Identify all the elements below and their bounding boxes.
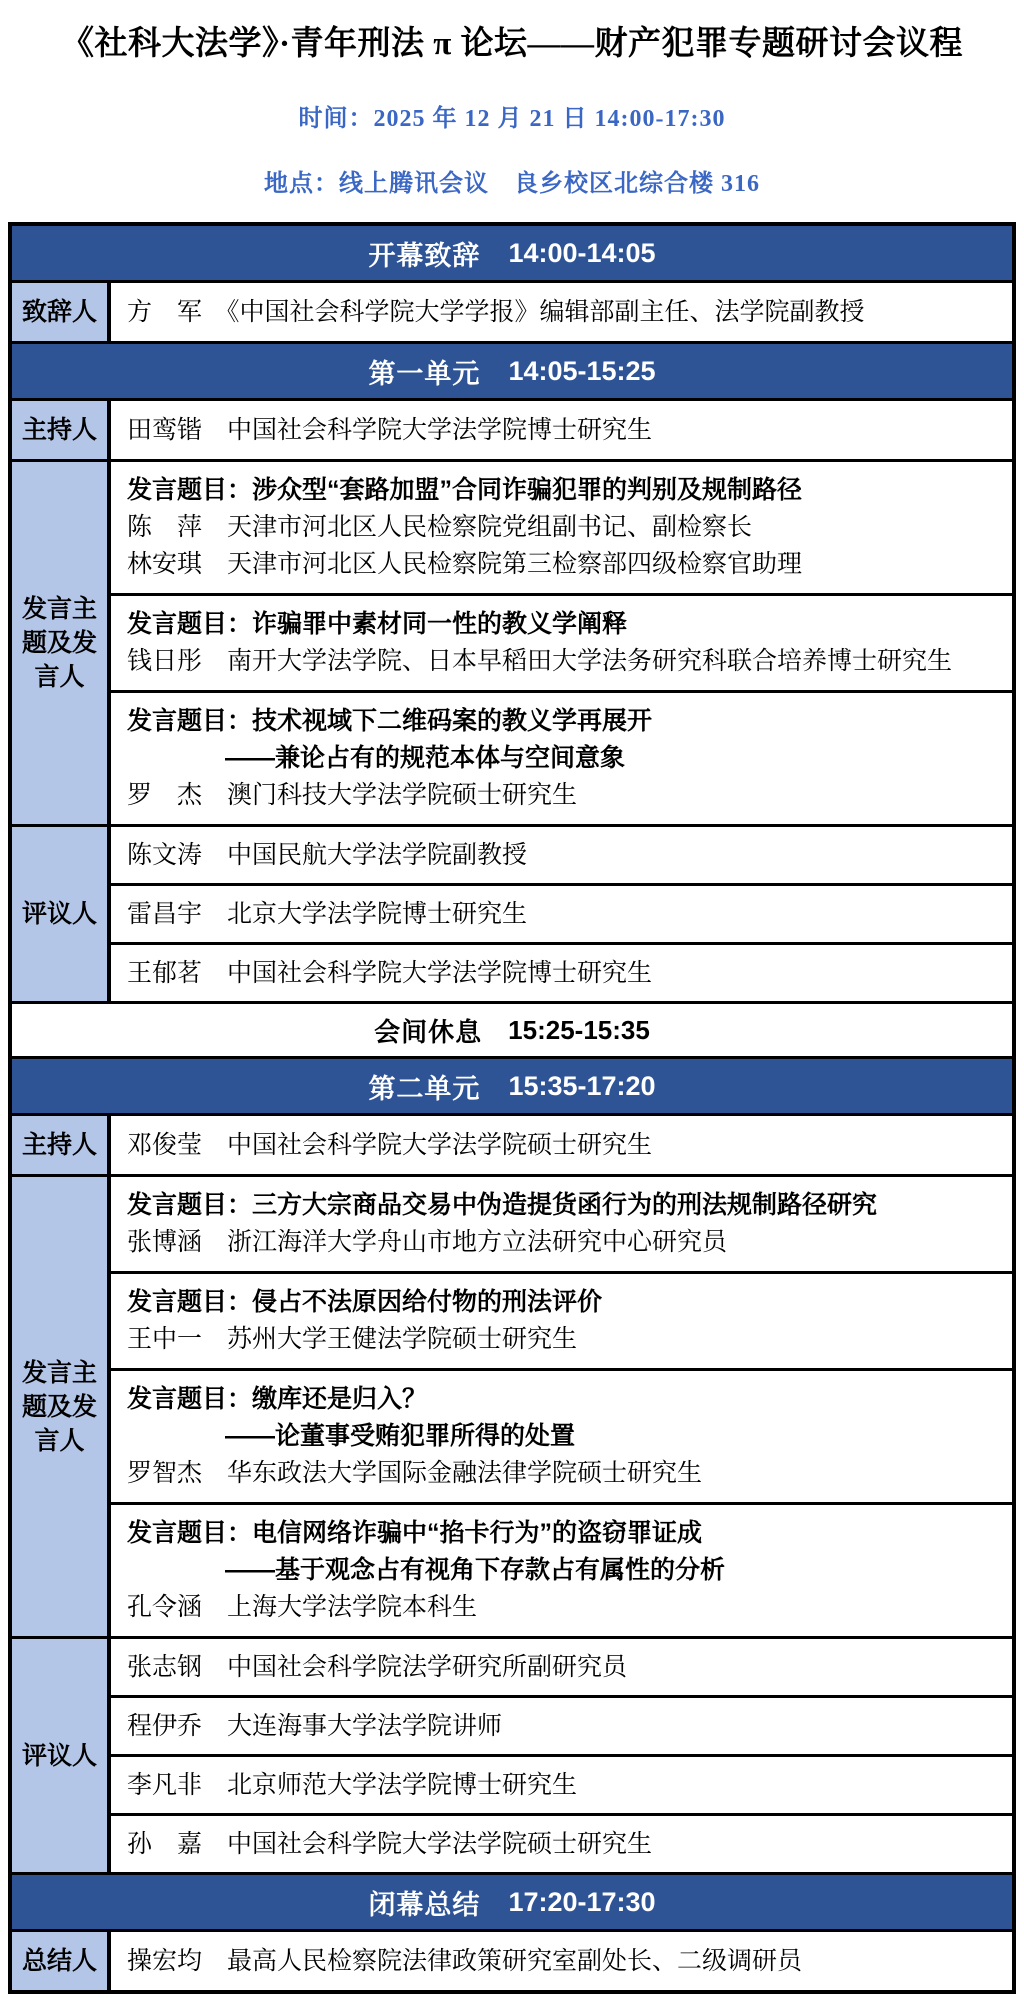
talk-speaker: 张博涵 浙江海洋大学舟山市地方立法研究中心研究员: [127, 1229, 728, 1256]
row-unit1-host: [12, 401, 1012, 462]
talk-item: [111, 462, 1012, 596]
row-label-reviewers: 评议人: [12, 827, 111, 1001]
talk-title: 发言题目：技术视域下二维码案的教义学再展开: [127, 707, 653, 735]
talk-title: 发言题目：涉众型“套路加盟”合同诈骗犯罪的判别及规制路径: [127, 476, 803, 504]
event-time: 时间：2025 年 12 月 21 日 14:00-17:30: [298, 106, 726, 132]
talk-title: 发言题目：诈骗罪中素材同一性的教义学阐释: [127, 610, 628, 638]
reviewer-item: [111, 1757, 1012, 1816]
talks-list: [111, 1177, 1012, 1636]
talk-speaker: 林安琪 天津市河北区人民检察院第三检察部四级检察官助理: [127, 551, 803, 578]
reviewers-list: [111, 827, 1012, 1001]
reviewer-item: [111, 827, 1012, 886]
row-unit1-talks: [12, 462, 1012, 827]
section-header-unit1: [12, 344, 1012, 401]
section-title: 闭幕总结: [368, 1889, 481, 1920]
section-title: 开幕致辞: [368, 240, 481, 271]
break-row: [12, 1004, 1012, 1059]
break-time: 15:25-15:35: [508, 1014, 650, 1045]
reviewer-line: 程伊乔 大连海事大学法学院讲师: [127, 1712, 503, 1740]
row-unit2-host: [12, 1116, 1012, 1177]
reviewer-line: 王郁茗 中国社会科学院大学法学院博士研究生: [127, 959, 653, 987]
reviewer-line: 张志钢 中国社会科学院法学研究所副研究员: [127, 1653, 628, 1681]
reviewer-item: [111, 945, 1012, 1001]
reviewer-line: 孙 嘉 中国社会科学院大学法学院硕士研究生: [127, 1830, 653, 1858]
section-header-opening: [12, 226, 1012, 283]
talk-title: 发言题目：侵占不法原因给付物的刑法评价: [127, 1288, 603, 1316]
person-line: 操宏均 最高人民检察院法律政策研究室副处长、二级调研员: [127, 1947, 803, 1975]
reviewer-item: [111, 1698, 1012, 1757]
section-title: 第二单元: [368, 1073, 481, 1104]
reviewer-line: 雷昌宇 北京大学法学院博士研究生: [127, 900, 528, 928]
talk-speaker: 钱日彤 南开大学法学院、日本早稻田大学法务研究科联合培养博士研究生: [127, 648, 953, 675]
talk-speaker: 孔令涵 上海大学法学院本科生: [127, 1594, 478, 1621]
person-line: 方 军 《中国社会科学院大学学报》编辑部副主任、法学院副教授: [127, 298, 865, 326]
event-location: 地点：线上腾讯会议 良乡校区北综合楼 316: [264, 171, 760, 197]
section-time: 15:35-17:20: [508, 1070, 656, 1101]
person-line: 田鸾锴 中国社会科学院大学法学院博士研究生: [127, 416, 653, 444]
row-unit2-reviewers: [12, 1639, 1012, 1875]
talk-speaker: 罗智杰 华东政法大学国际金融法律学院硕士研究生: [127, 1460, 703, 1487]
person-cell: [111, 1116, 1012, 1174]
talk-speaker: 陈 萍 天津市河北区人民检察院党组副书记、副检察长: [127, 514, 753, 541]
reviewer-item: [111, 886, 1012, 945]
row-opening-speaker: [12, 283, 1012, 344]
person-cell: [111, 401, 1012, 459]
talk-title: 发言题目：缴库还是归入？: [127, 1385, 428, 1413]
section-header-unit2: [12, 1059, 1012, 1116]
talk-item: [111, 1371, 1012, 1505]
row-label-speakers: 发言主题及发言人: [12, 1177, 111, 1636]
row-unit2-talks: [12, 1177, 1012, 1639]
section-header-closing: [12, 1875, 1012, 1932]
person-cell: [111, 283, 1012, 341]
section-time: 14:05-15:25: [508, 355, 656, 386]
page-title: 《社科大法学》·青年刑法 π 论坛——财产犯罪专题研讨会议程: [60, 26, 964, 62]
talk-item: [111, 693, 1012, 824]
row-label-host: 主持人: [12, 1116, 111, 1174]
reviewers-list: [111, 1639, 1012, 1872]
reviewer-line: 李凡非 北京师范大学法学院博士研究生: [127, 1771, 578, 1799]
section-time: 17:20-17:30: [508, 1886, 656, 1917]
row-closing-speaker: [12, 1932, 1012, 1990]
talk-title: 发言题目：三方大宗商品交易中伪造提货函行为的刑法规制路径研究: [127, 1191, 878, 1219]
row-label-host: 主持人: [12, 401, 111, 459]
break-title: 会间休息: [374, 1016, 483, 1047]
reviewer-item: [111, 1816, 1012, 1872]
talk-title: 发言题目：电信网络诈骗中“掐卡行为”的盗窃罪证成: [127, 1519, 703, 1547]
row-label-reviewers: 评议人: [12, 1639, 111, 1872]
row-label-opening: 致辞人: [12, 283, 111, 341]
agenda-table: [8, 222, 1016, 1994]
talks-list: [111, 462, 1012, 824]
talk-subtitle: ——基于观念占有视角下存款占有属性的分析: [225, 1556, 726, 1584]
row-label-closing: 总结人: [12, 1932, 111, 1990]
talk-item: [111, 1177, 1012, 1274]
reviewer-item: [111, 1639, 1012, 1698]
talk-subtitle: ——兼论占有的规范本体与空间意象: [225, 744, 626, 772]
reviewer-line: 陈文涛 中国民航大学法学院副教授: [127, 841, 528, 869]
section-time: 14:00-14:05: [508, 237, 656, 268]
row-unit1-reviewers: [12, 827, 1012, 1004]
talk-item: [111, 596, 1012, 693]
person-cell: [111, 1932, 1012, 1990]
person-line: 邓俊莹 中国社会科学院大学法学院硕士研究生: [127, 1131, 653, 1159]
talk-item: [111, 1274, 1012, 1371]
talk-subtitle: ——论董事受贿犯罪所得的处置: [225, 1422, 576, 1450]
section-title: 第一单元: [368, 358, 481, 389]
talk-item: [111, 1505, 1012, 1636]
talk-speaker: 王中一 苏州大学王健法学院硕士研究生: [127, 1326, 578, 1353]
talk-speaker: 罗 杰 澳门科技大学法学院硕士研究生: [127, 782, 578, 809]
row-label-speakers: 发言主题及发言人: [12, 462, 111, 824]
